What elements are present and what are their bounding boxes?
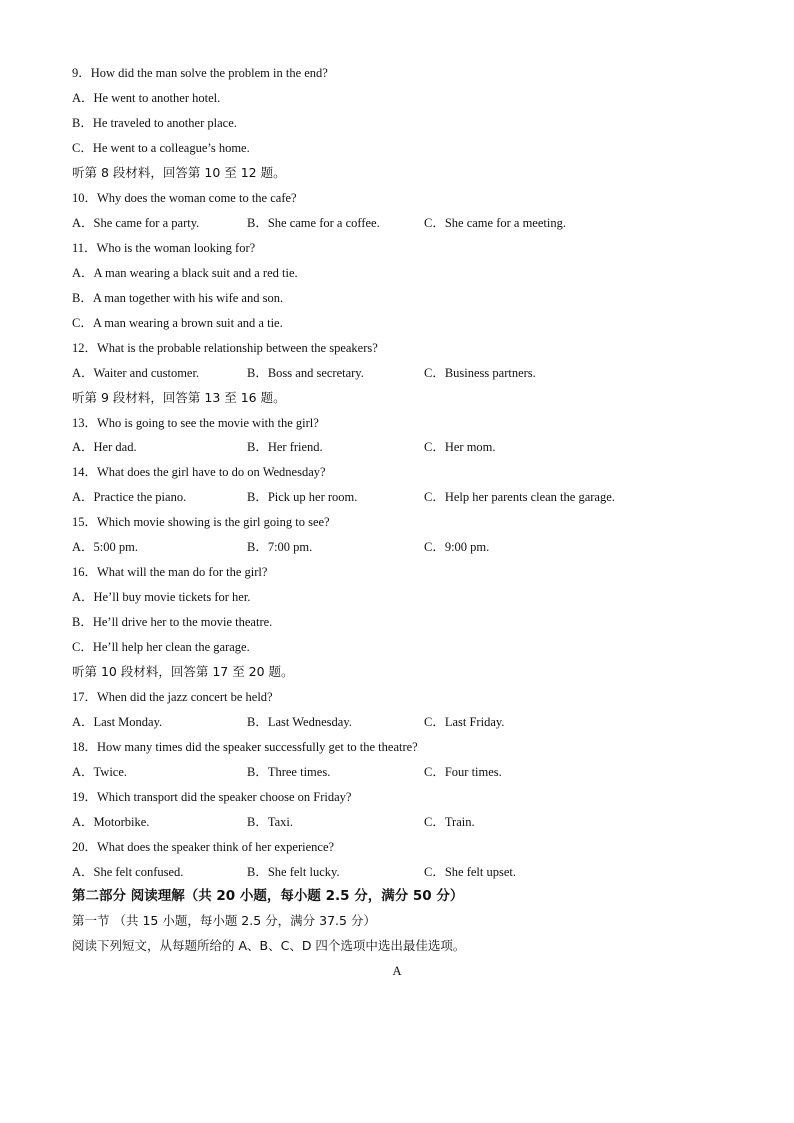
- option-12c: C．Business partners.: [424, 366, 536, 380]
- option-14a: A．Practice the piano.: [72, 490, 187, 504]
- question-20: 20．What does the speaker think of her experience?: [72, 840, 335, 854]
- option-20c: C．She felt upset.: [424, 865, 517, 879]
- option-18b: B．Three times.: [247, 765, 331, 779]
- option-11c: C．A man wearing a brown suit and a tie.: [72, 316, 283, 330]
- option-15b: B．7:00 pm.: [247, 540, 313, 554]
- question-16: 16．What will the man do for the girl?: [72, 565, 268, 579]
- option-19c: C．Train.: [424, 815, 475, 829]
- option-11a: A．A man wearing a black suit and a red tie.: [72, 266, 298, 280]
- part-2-heading: 第二部分 阅读理解（共 20 小题，每小题 2.5 分，满分 50 分）: [72, 888, 464, 904]
- option-19b: B．Taxi.: [247, 815, 293, 829]
- option-12a: A．Waiter and customer.: [72, 366, 200, 380]
- option-13b: B．Her friend.: [247, 440, 323, 454]
- section-8-heading: 听第 8 段材料，回答第 10 至 12 题。: [72, 165, 286, 180]
- option-15c: C．9:00 pm.: [424, 540, 490, 554]
- section-9-heading: 听第 9 段材料，回答第 13 至 16 题。: [72, 390, 286, 405]
- section-1-heading: 第一节 （共 15 小题，每小题 2.5 分，满分 37.5 分）: [72, 913, 376, 928]
- option-20b: B．She felt lucky.: [247, 865, 340, 879]
- question-9: 9．How did the man solve the problem in the end?: [72, 66, 328, 80]
- option-16c: C．He’ll help her clean the garage.: [72, 640, 250, 654]
- option-13a: A．Her dad.: [72, 440, 137, 454]
- question-19: 19．Which transport did the speaker choose on Friday?: [72, 790, 352, 804]
- passage-label: A: [392, 964, 402, 978]
- option-9b: B．He traveled to another place.: [72, 116, 237, 130]
- question-10: 10．Why does the woman come to the cafe?: [72, 191, 297, 205]
- option-19a: A．Motorbike.: [72, 815, 150, 829]
- option-11b: B．A man together with his wife and son.: [72, 291, 284, 305]
- option-17b: B．Last Wednesday.: [247, 715, 352, 729]
- option-20a: A．She felt confused.: [72, 865, 184, 879]
- option-9a: A．He went to another hotel.: [72, 91, 221, 105]
- option-17a: A．Last Monday.: [72, 715, 163, 729]
- option-17c: C．Last Friday.: [424, 715, 505, 729]
- question-14: 14．What does the girl have to do on Wednesday?: [72, 465, 326, 479]
- question-12: 12．What is the probable relationship between the speakers?: [72, 341, 378, 355]
- option-16b: B．He’ll drive her to the movie theatre.: [72, 615, 273, 629]
- option-14b: B．Pick up her room.: [247, 490, 358, 504]
- option-10a: A．She came for a party.: [72, 216, 200, 230]
- question-17: 17．When did the jazz concert be held?: [72, 690, 273, 704]
- option-9c: C．He went to a colleague’s home.: [72, 141, 250, 155]
- option-14c: C．Help her parents clean the garage.: [424, 490, 615, 504]
- option-16a: A．He’ll buy movie tickets for her.: [72, 590, 251, 604]
- question-13: 13．Who is going to see the movie with the girl?: [72, 416, 319, 430]
- option-18c: C．Four times.: [424, 765, 502, 779]
- question-11: 11．Who is the woman looking for?: [72, 241, 256, 255]
- option-12b: B．Boss and secretary.: [247, 366, 364, 380]
- option-10c: C．She came for a meeting.: [424, 216, 566, 230]
- reading-instruction: 阅读下列短文，从每题所给的 A、B、C、D 四个选项中选出最佳选项。: [72, 938, 466, 953]
- question-15: 15．Which movie showing is the girl going to see?: [72, 515, 330, 529]
- option-13c: C．Her mom.: [424, 440, 496, 454]
- option-18a: A．Twice.: [72, 765, 128, 779]
- option-15a: A．5:00 pm.: [72, 540, 138, 554]
- option-10b: B．She came for a coffee.: [247, 216, 380, 230]
- section-10-heading: 听第 10 段材料，回答第 17 至 20 题。: [72, 664, 294, 679]
- question-18: 18．How many times did the speaker successfully get to the theatre?: [72, 740, 418, 754]
